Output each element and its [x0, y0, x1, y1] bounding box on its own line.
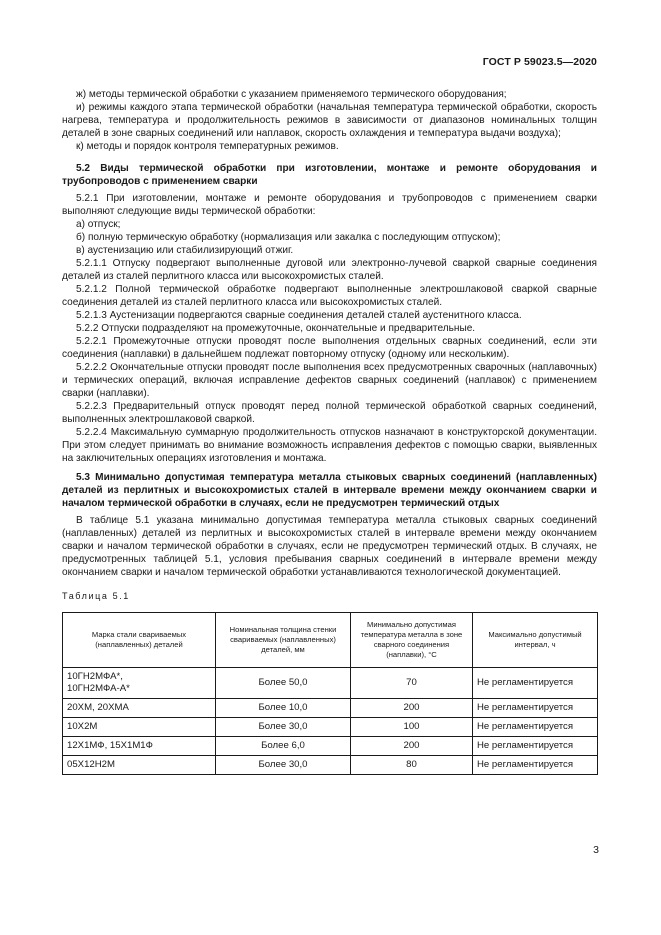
steel-grade-line: 10ГН2МФА*, [67, 671, 123, 682]
table-row [63, 756, 598, 775]
thickness-cell: Более 50,0 [216, 668, 351, 699]
list-item-i: и) режимы каждого этапа термической обработки (начальная температура термической обработки, скорость нагрева, температура и продолжительность режимов в зависимости от диапазонов номинальных толщин деталей в зоне сварных соединений или наплавок, скорость охлаждения и температура выдачи воздуха); [62, 102, 597, 139]
header-wall-thickness: Номинальная толщина стенки свариваемых (наплавленных) деталей, мм [216, 613, 351, 668]
paragraph-5-2-2-4: 5.2.2.4 Максимальную суммарную продолжительность отпусков назначают в конструкторской документации. При этом следует принимать во внимание возможность исправления дефектов с помощью сварки, выявленных на заключительных операциях изготовления и монтажа. [62, 427, 597, 464]
steel-grade-cell: 05Х12Н2М [63, 756, 216, 775]
paragraph-5-3: В таблице 5.1 указана минимально допустимая температура металла стыковых сварных соединений (наплавленных) деталей из перлитных и высокохромистых сталей в интервале времени между окончанием сварки и началом термической обработки в случаях, если не предусмотрен термический отдых. В случаях, не предусмотренных таблицей 5.1, условия пребывания сварных соединений в интервале времени между окончанием сварки и началом термической обработки устанавливаются технологической документацией. [62, 515, 597, 578]
temperature-cell: 80 [351, 756, 473, 775]
header-min-temperature: Минимально допустимая температура металла в зоне сварного соединения (наплавки), °С [351, 613, 473, 668]
steel-grade-cell [63, 668, 216, 699]
steel-grade-cell: 12Х1МФ, 15Х1М1Ф [63, 737, 216, 756]
paragraph-5-2-2-2: 5.2.2.2 Окончательные отпуски проводят после выполнения всех предусмотренных сварочных (наплавочных) и термических операций, включая исправление дефектов сварных соединений (наплавок) с применением сварки (наплавки). [62, 362, 597, 399]
thickness-cell: Более 10,0 [216, 699, 351, 718]
interval-cell: Не регламентируется [473, 756, 598, 775]
table-row [63, 737, 598, 756]
paragraph-5-2-2-1: 5.2.2.1 Промежуточные отпуски проводят после выполнения отдельных сварных соединений, если эти соединения (наплавки) в дальнейшем подлежат повторному отпуску (одному или нескольким). [62, 336, 597, 360]
table-caption: Таблица 5.1 [62, 591, 130, 601]
paragraph-5-2-1-1: 5.2.1.1 Отпуску подвергают выполненные дуговой или электронно-лучевой сваркой сварные соединения деталей из сталей перлитного класса или высокохромистых сталей. [62, 258, 597, 282]
list-item-a: а) отпуск; [76, 219, 121, 230]
section-heading-5-3: 5.3 Минимально допустимая температура металла стыковых сварных соединений (наплавленных) деталей из перлитных и высокохромистых сталей в интервале времени между окончанием сварки и началом термической обработки в случаях, если не предусмотрен термический отдых [62, 472, 597, 509]
table-header-row [63, 613, 598, 668]
steel-grade-line: 10ГН2МФА-А* [67, 683, 130, 694]
paragraph-5-2-2-3: 5.2.2.3 Предварительный отпуск проводят перед полной термической обработкой сварных соединений, выполненных электрошлаковой сваркой. [62, 401, 597, 425]
page-body [62, 88, 597, 775]
steel-grade-cell: 20ХМ, 20ХМА [63, 699, 216, 718]
steel-grade-cell: 10Х2М [63, 718, 216, 737]
interval-cell: Не регламентируется [473, 699, 598, 718]
table-5-1 [62, 612, 598, 775]
thickness-cell: Более 30,0 [216, 718, 351, 737]
paragraph-5-2-1: 5.2.1 При изготовлении, монтаже и ремонте оборудования и трубопроводов с применением сварки выполняют следующие виды термической обработки: [62, 193, 597, 217]
temperature-cell: 200 [351, 699, 473, 718]
header-steel-grade: Марка стали свариваемых (наплавленных) деталей [63, 613, 216, 668]
interval-cell: Не регламентируется [473, 718, 598, 737]
interval-cell: Не регламентируется [473, 737, 598, 756]
temperature-cell: 200 [351, 737, 473, 756]
list-item-v: в) аустенизацию или стабилизирующий отжиг. [76, 245, 294, 256]
paragraph-5-2-2: 5.2.2 Отпуски подразделяют на промежуточные, окончательные и предварительные. [76, 323, 476, 334]
list-item-b: б) полную термическую обработку (нормализация или закалка с последующим отпуском); [76, 232, 501, 243]
interval-cell: Не регламентируется [473, 668, 598, 699]
thickness-cell: Более 6,0 [216, 737, 351, 756]
table-row [63, 668, 598, 699]
thickness-cell: Более 30,0 [216, 756, 351, 775]
section-heading-5-2: 5.2 Виды термической обработки при изготовлении, монтаже и ремонте оборудования и трубопроводов с применением сварки [62, 163, 597, 187]
list-item-zh: ж) методы термической обработки с указанием применяемого термического оборудования; [76, 89, 507, 100]
table-row [63, 699, 598, 718]
paragraph-5-2-1-3: 5.2.1.3 Аустенизации подвергаются сварные соединения деталей сталей аустенитного класса. [76, 310, 522, 321]
temperature-cell: 100 [351, 718, 473, 737]
paragraph-5-2-1-2: 5.2.1.2 Полной термической обработке подвергают выполненные электрошлаковой сваркой сварные соединения деталей из сталей перлитного класса или высокохромистых сталей. [62, 284, 597, 308]
header-max-interval: Максимально допустимый интервал, ч [473, 613, 598, 668]
list-item-k: к) методы и порядок контроля температурных режимов. [76, 141, 339, 152]
page-number: 3 [593, 844, 599, 856]
table-row [63, 718, 598, 737]
document-number: ГОСТ Р 59023.5—2020 [482, 56, 597, 68]
temperature-cell: 70 [351, 668, 473, 699]
